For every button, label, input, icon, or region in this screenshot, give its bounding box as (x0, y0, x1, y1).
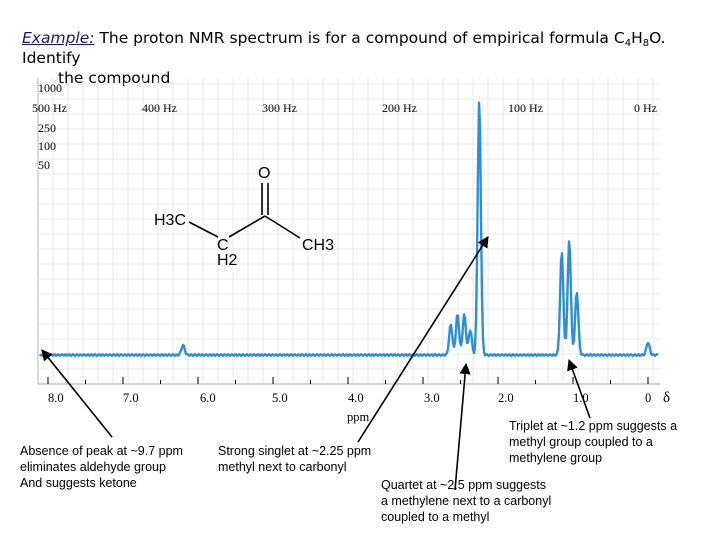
scale-label-50: 50 (38, 158, 50, 172)
annotation-aldehyde (20, 443, 183, 491)
butanone-structure (189, 183, 300, 238)
annotation-line: Quartet at ~2.5 ppm suggests (381, 478, 547, 492)
annotation-triplet (509, 418, 677, 466)
ppm-label-2: 2.0 (498, 391, 514, 405)
scale-label-100: 100 (38, 139, 56, 153)
ppm-ticks (48, 377, 648, 384)
annotation-line: methyl next to carbonyl (218, 460, 347, 474)
oxygen-label: O (258, 165, 271, 182)
scale-label-1000: 1000 (38, 81, 62, 95)
annotation-line: eliminates aldehyde group (20, 460, 166, 474)
title-text-h: H (631, 29, 643, 47)
carbon-label: C (217, 237, 229, 254)
ppm-label-6: 6.0 (200, 391, 216, 405)
vertical-grid-lines (38, 78, 653, 384)
scale-label-250: 250 (38, 121, 56, 135)
horizontal-grid-lines (38, 84, 660, 384)
annotation-line: methyl group coupled to a (509, 435, 653, 449)
spectrum-trace (40, 103, 658, 356)
hz-label-0: 0 Hz (634, 101, 657, 115)
hz-label-100: 100 Hz (508, 101, 543, 115)
h2-label: H2 (217, 252, 238, 269)
ppm-label-8: 8.0 (48, 391, 64, 405)
annotation-line: a methylene next to a carbonyl (381, 494, 552, 508)
hz-label-300: 300 Hz (262, 101, 297, 115)
title-subscript-2: 8 (642, 38, 650, 49)
scale-label-500: 500 Hz (32, 101, 67, 115)
example-label: Example: (22, 29, 95, 47)
annotation-line: Triplet at ~1.2 ppm suggests a (509, 419, 678, 433)
ppm-label-4: 4.0 (348, 391, 364, 405)
annotation-line: Absence of peak at ~9.7 ppm (20, 444, 183, 458)
ppm-label-5: 5.0 (272, 391, 288, 405)
h3c-label: H3C (154, 212, 187, 229)
annotation-line: And suggests ketone (20, 476, 137, 490)
annotation-singlet (218, 443, 371, 475)
ppm-label-7: 7.0 (123, 391, 139, 405)
delta-symbol: δ (663, 390, 671, 406)
title-text: The proton NMR spectrum is for a compound of empirical formula C (99, 29, 625, 47)
title-subscript-1: 4 (624, 38, 632, 49)
ppm-label-0: 0 (645, 391, 652, 405)
annotation-line: methylene group (509, 451, 603, 465)
annotation-quartet (381, 477, 551, 525)
title-line-2: the compound (58, 69, 171, 87)
x-axis-label: ppm (347, 410, 370, 424)
title-text-end: O. Identify (22, 29, 666, 67)
ppm-label-3: 3.0 (424, 391, 440, 405)
hz-label-400: 400 Hz (142, 101, 177, 115)
annotation-line: Strong singlet at ~2.25 ppm (218, 444, 372, 458)
ppm-label-1: 1.0 (573, 391, 589, 405)
hz-label-200: 200 Hz (382, 101, 417, 115)
annotation-line: coupled to a methyl (381, 510, 490, 524)
ch3-label: CH3 (302, 237, 335, 254)
